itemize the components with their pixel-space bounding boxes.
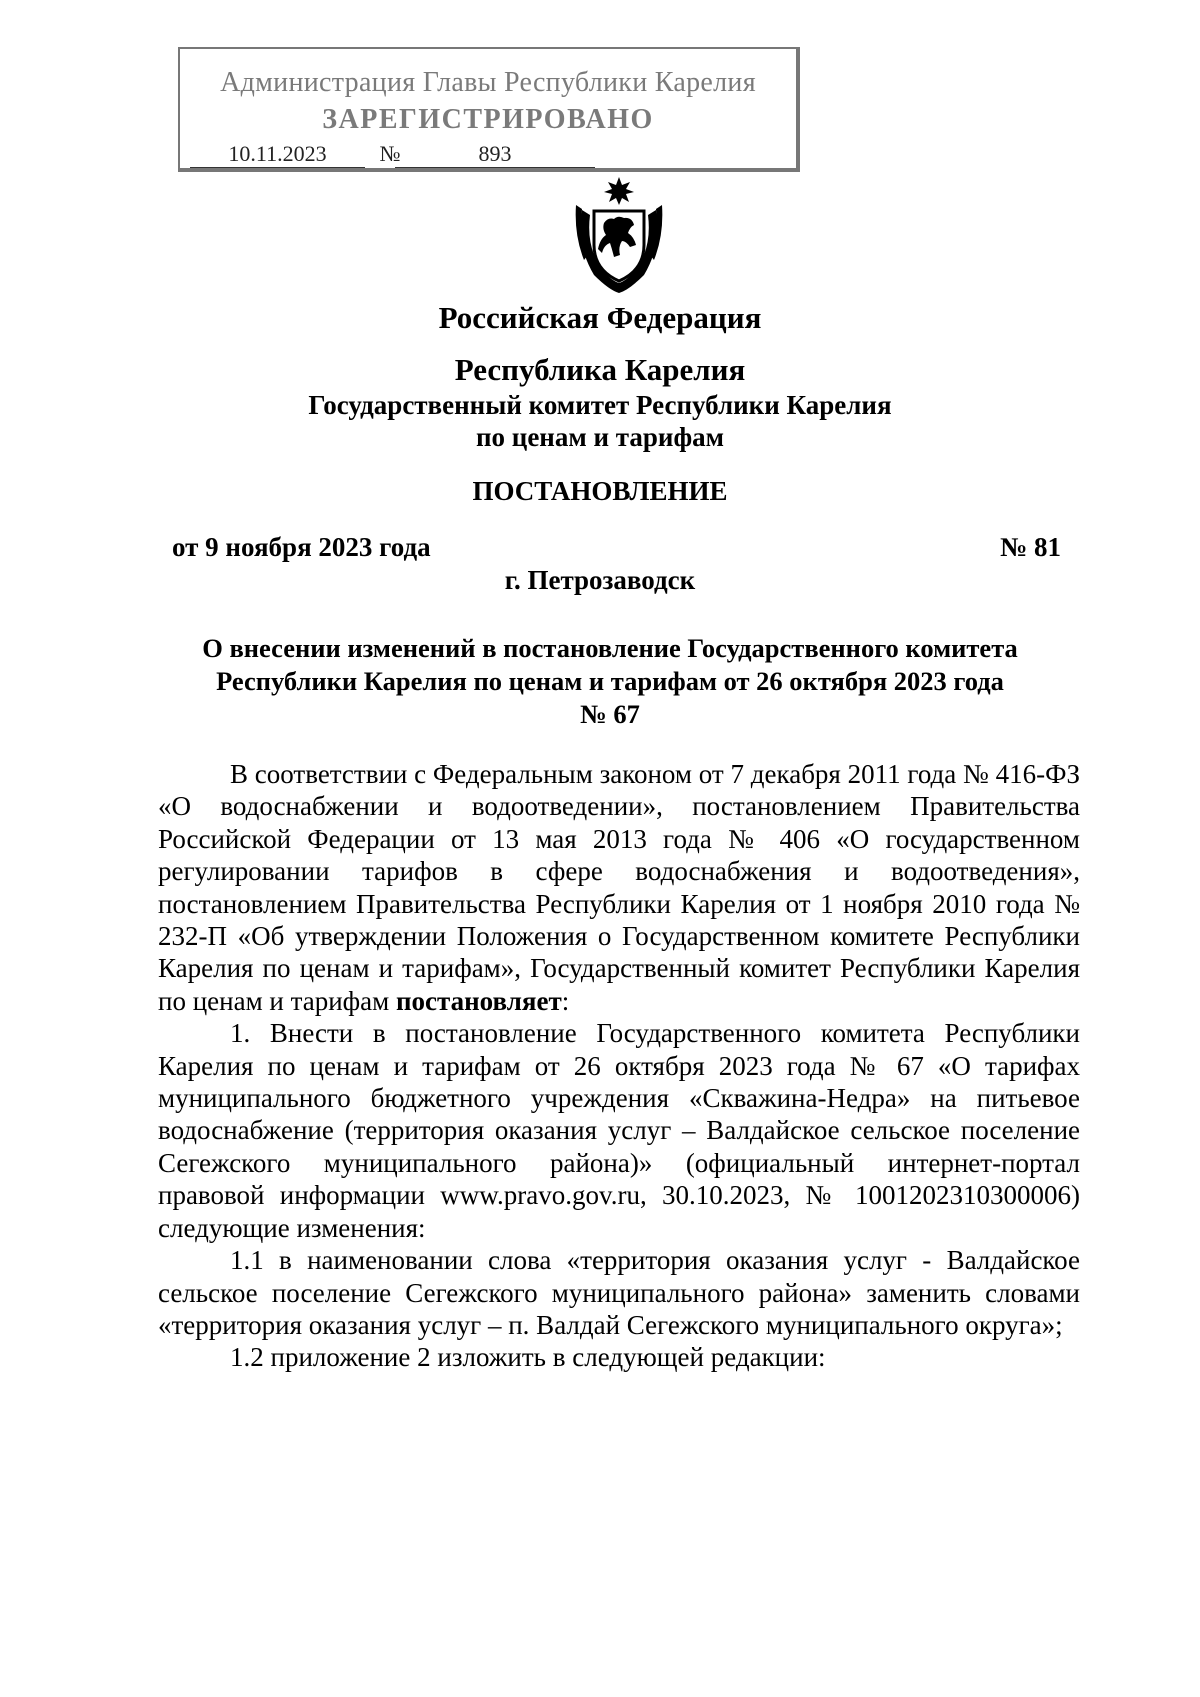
title-line2: Республики Карелия по ценам и тарифам от 26 октября 2023 года — [216, 666, 1004, 696]
document-title — [150, 632, 1070, 731]
preamble-bold: постановляет — [395, 985, 562, 1016]
body-item-1-2: 1.2 приложение 2 изложить в следующей редакции: — [230, 1342, 826, 1373]
document-city: г. Петрозаводск — [504, 565, 696, 595]
karelia-coat-of-arms-icon — [574, 175, 664, 295]
registration-stamp — [178, 47, 800, 172]
stamp-registered: ЗАРЕГИСТРИРОВАНО — [322, 104, 654, 135]
stamp-number: 893 — [395, 141, 595, 168]
stamp-number-sign: № — [379, 141, 401, 166]
body-item-1-1: 1.1 в наименовании слова «территория оказания услуг - Валдайское сельское поселение Сегежского муниципального района» заменить словами «территория оказания услуг – п. Валдай Сегежского муниципального округа»; — [158, 1245, 1080, 1340]
header-committee-line2: по ценам и тарифам — [475, 422, 725, 452]
document-number: № 81 — [1000, 532, 1061, 562]
document-type: ПОСТАНОВЛЕНИЕ — [472, 476, 728, 506]
preamble-text: В соответствии с Федеральным законом от 7 декабря 2011 года № 416-ФЗ «О водоснабжении и водоотведении», постановлением Правительства Российской Федерации от 13 мая 2013 года № 406 «О государственном регулировании тарифов в сфере водоснабжения и водоотведения», постановлением Правительства Республики Карелия от 1 ноября 2010 года № 232-П «Об утверждении Положения о Государственном комитете Республики Карелия по ценам и тарифам», Государственный комитет Республики Карелия по ценам и тарифам — [158, 759, 1080, 1016]
body-preamble — [158, 758, 1080, 1017]
header-committee-line1: Государственный комитет Республики Карелия — [308, 390, 892, 420]
header-federation: Российская Федерация — [438, 300, 762, 335]
stamp-date: 10.11.2023 — [190, 141, 365, 168]
title-line1: О внесении изменений в постановление Государственного комитета — [202, 633, 1018, 663]
preamble-end: : — [561, 985, 570, 1016]
stamp-administration: Администрация Главы Республики Карелия — [220, 67, 756, 98]
header-republic: Республика Карелия — [454, 352, 746, 387]
document-body — [158, 758, 1080, 1374]
body-item-1: 1. Внести в постановление Государственного комитета Республики Карелия по ценам и тарифам от 26 октября 2023 года № 67 «О тарифах муниципального бюджетного учреждения «Скважина-Недра» на питьевое водоснабжение (территория оказания услуг – Валдайское сельское поселение Сегежского муниципального района)» (официальный интернет-портал правовой информации www.pravo.gov.ru, 30.10.2023, № 1001202310300006) следующие изменения: — [158, 1018, 1080, 1243]
document-date: от 9 ноября 2023 года — [172, 532, 431, 562]
title-line3: № 67 — [580, 699, 640, 729]
